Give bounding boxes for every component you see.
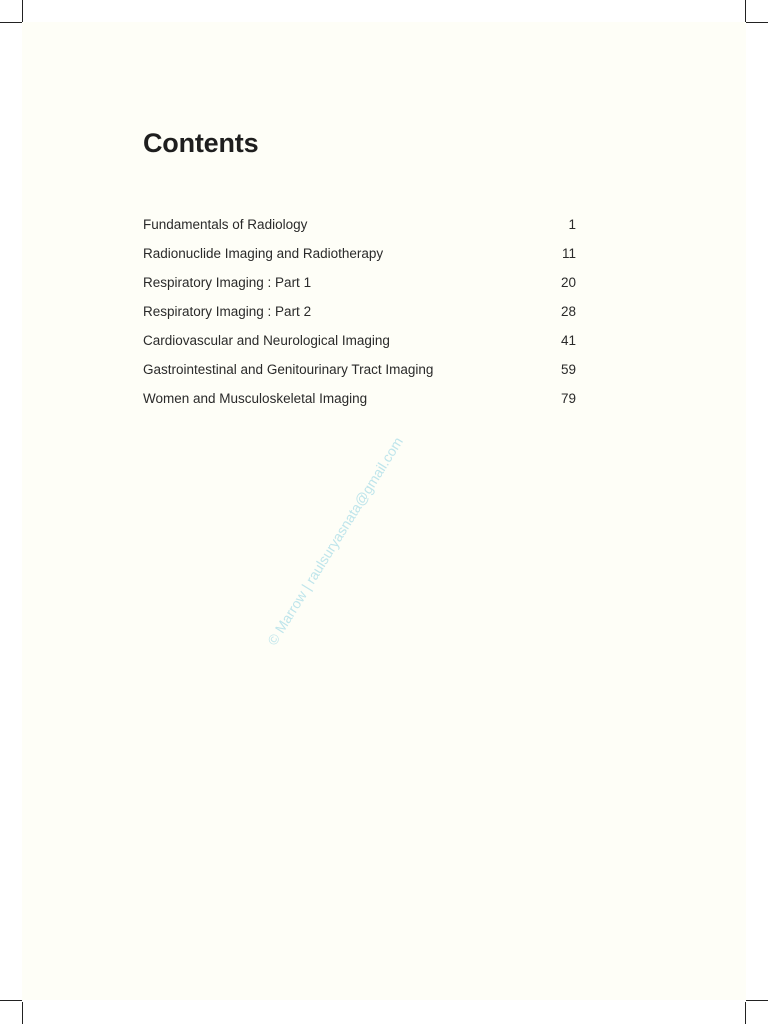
toc-entry[interactable] [143,362,576,391]
crop-mark-bottom-left-vertical [22,1002,23,1024]
toc-entry-page: 79 [560,391,576,406]
toc-entry-page: 41 [560,333,576,348]
toc-entry[interactable] [143,391,576,420]
toc-entry-page: 28 [560,304,576,319]
toc-entry-title: Radionuclide Imaging and Radiotherapy [143,246,384,261]
toc-entry[interactable] [143,217,576,246]
toc-entry[interactable] [143,304,576,333]
crop-mark-bottom-left-horizontal [0,1000,22,1001]
crop-mark-top-left-vertical [22,0,23,22]
toc-entry[interactable] [143,275,576,304]
toc-entry-title: Gastrointestinal and Genitourinary Tract Imaging [143,362,434,377]
crop-mark-bottom-right-vertical [745,1002,746,1024]
toc-entry[interactable] [143,246,576,275]
toc-entry-title: Women and Musculoskeletal Imaging [143,391,368,406]
page-title: Contents [143,128,259,158]
table-of-contents [143,217,576,420]
toc-entry-page: 59 [560,362,576,377]
toc-entry-title: Cardiovascular and Neurological Imaging [143,333,390,348]
document-sheet [22,22,746,1000]
crop-mark-bottom-right-horizontal [746,1000,768,1001]
toc-entry-page: 20 [560,275,576,290]
crop-mark-top-left-horizontal [0,22,22,23]
crop-mark-top-right-vertical [745,0,746,22]
toc-entry[interactable] [143,333,576,362]
toc-entry-page: 11 [561,246,576,261]
toc-entry-title: Respiratory Imaging : Part 2 [143,304,312,319]
toc-entry-title: Respiratory Imaging : Part 1 [143,275,312,290]
crop-mark-top-right-horizontal [746,22,768,23]
toc-entry-title: Fundamentals of Radiology [143,217,308,232]
toc-entry-page: 1 [568,217,576,232]
watermark: © Marrow | raulsuryasnata@gmail.com [264,434,406,648]
